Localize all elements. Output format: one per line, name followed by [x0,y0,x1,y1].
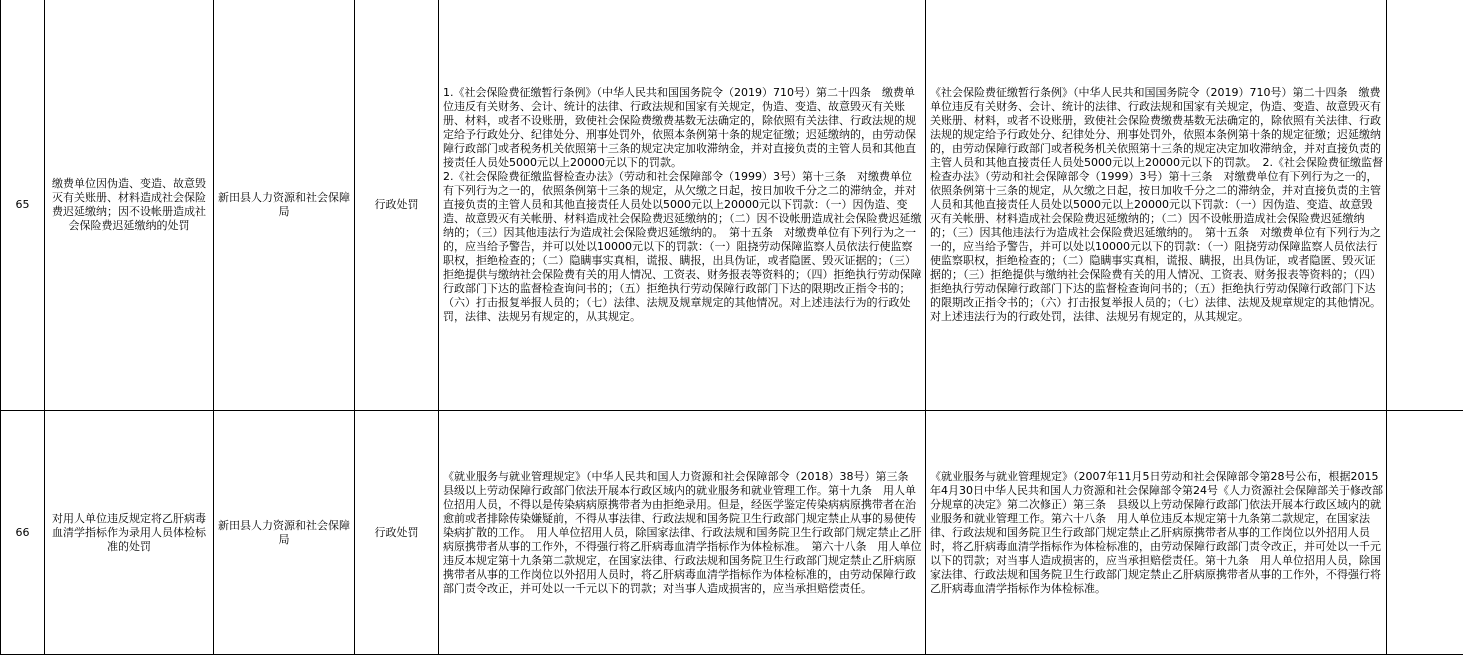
category: 行政处罚 [355,0,439,411]
item-name: 对用人单位违反规定将乙肝病毒血清学指标作为录用人员体检标准的处罚 [45,411,214,655]
legal-basis-revised: 《社会保险费征缴暂行条例》（中华人民共和国国务院令（2019）710号）第二十四条 缴费单位违反有关财务、会计、统计的法律、行政法规和国家有关规定，伪造、变造、故意毁灭有关账册、材料，或者不设账册，致使社会保险费缴费基数无法确定的，除依照有关法律、行政法规的规定给予行政处分、纪律处分、刑事处罚外，依照本条例第十条的规定征缴；迟延缴纳的，由劳动保障行政部门或者税务机关依照第十三条的规定决定加收滞纳金，并对直接负责的主管人员和其他直接责任人员处5000元以上20000元以下的罚款。 2.《社会保险费征缴监督检查办法》（劳动和社会保障部令（1999）3号）第十三条 对缴费单位有下列行为之一的，依照条例第十三条的规定，从欠缴之日起，按日加收千分之二的滞纳金，并对直接负责的主管人员和其他直接责任人员处以5000元以上20000元以下罚款：（一）因伪造、变造、故意毁灭有关帐册、材料造成社会保险费迟延缴纳的；（二）因不设帐册造成社会保险费迟延缴纳的；（三）因其他违法行为造成社会保险费迟延缴纳的。 第十五条 对缴费单位有下列行为之一的，应当给予警告，并可以处以10000元以下的罚款：（一）阻挠劳动保障监察人员依法行使监察职权，拒绝检查的；（二）隐瞒事实真相，谎报、瞒报，出具伪证，或者隐匿、毁灭证据的；（三）拒绝提供与缴纳社会保险费有关的用人情况、工资表、财务报表等资料的；（四）拒绝执行劳动保障行政部门下达的监督检查询问书的；（五）拒绝执行劳动保障行政部门下达的限期改正指令书的；（六）打击报复举报人员的；（七）法律、法规及规章规定的其他情况。对上述违法行为的行政处罚，法律、法规另有规定的，从其规定。 [926,0,1387,411]
table-row [1,411,1463,655]
legal-basis-original: 1.《社会保险费征缴暂行条例》（中华人民共和国国务院令（2019）710号）第二十四条 缴费单位违反有关财务、会计、统计的法律、行政法规和国家有关规定，伪造、变造、故意毁灭有关账册、材料，或者不设账册，致使社会保险费缴费基数无法确定的，除依照有关法律、行政法规的规定给予行政处分、纪律处分、刑事处罚外，依照本条例第十条的规定征缴；迟延缴纳的，由劳动保障行政部门或者税务机关依照第十三条的规定决定加收滞纳金，并对直接负责的主管人员和其他直接责任人员处5000元以上20000元以下的罚款。 2.《社会保险费征缴监督检查办法》（劳动和社会保障部令（1999）3号）第十三条 对缴费单位有下列行为之一的，依照条例第十三条的规定，从欠缴之日起，按日加收千分之二的滞纳金，并对直接负责的主管人员和其他直接责任人员处以5000元以上20000元以下罚款：（一）因伪造、变造、故意毁灭有关帐册、材料造成社会保险费迟延缴纳的；（二）因不设帐册造成社会保险费迟延缴纳的；（三）因其他违法行为造成社会保险费迟延缴纳的。 第十五条 对缴费单位有下列行为之一的，应当给予警告，并可以处以10000元以下的罚款：（一）阻挠劳动保障监察人员依法行使监察职权，拒绝检查的；（二）隐瞒事实真相，谎报、瞒报，出具伪证，或者隐匿、毁灭证据的；（三）拒绝提供与缴纳社会保险费有关的用人情况、工资表、财务报表等资料的；（四）拒绝执行劳动保障行政部门下达的监督检查询问书的；（五）拒绝执行劳动保障行政部门下达的限期改正指令书的；（六）打击报复举报人员的；（七）法律、法规及规章规定的其他情况。对上述违法行为的行政处罚，法律、法规另有规定的，从其规定。 [439,0,926,411]
empty-cell [1387,0,1463,411]
legal-basis-original: 《就业服务与就业管理规定》（中华人民共和国人力资源和社会保障部令（2018）38号）第三条 县级以上劳动保障行政部门依法开展本行政区域内的就业服务和就业管理工作。第十九条 用人单位招用人员，不得以是传染病病原携带者为由拒绝录用。但是，经医学鉴定传染病病原携带者在治愈前或者排除传染嫌疑前，不得从事法律、行政法规和国务院卫生行政部门规定禁止从事的易使传染病扩散的工作。 用人单位招用人员，除国家法律、行政法规和国务院卫生行政部门规定禁止乙肝病原携带者从事的工作外，不得强行将乙肝病毒血清学指标作为体检标准。 第六十八条 用人单位违反本规定第十九条第二款规定，在国家法律、行政法规和国务院卫生行政部门规定禁止乙肝病原携带者从事的工作岗位以外招用人员时，将乙肝病毒血清学指标作为体检标准的，由劳动保障行政部门责令改正，并可处以一千元以下的罚款；对当事人造成损害的，应当承担赔偿责任。 [439,411,926,655]
item-name: 缴费单位因伪造、变造、故意毁灭有关账册、材料造成社会保险费迟延缴纳；因不设帐册造成社会保险费迟延缴纳的处罚 [45,0,214,411]
row-number: 66 [1,411,45,655]
department: 新田县人力资源和社会保障局 [214,0,355,411]
legal-basis-revised: 《就业服务与就业管理规定》（2007年11月5日劳动和社会保障部令第28号公布，根据2015年4月30日中华人民共和国人力资源和社会保障部令第24号《人力资源社会保障部关于修改部分规章的决定》第二次修正）第三条 县级以上劳动保障行政部门依法开展本行政区域内的就业服务和就业管理工作。第六十八条 用人单位违反本规定第十九条第二款规定，在国家法律、行政法规和国务院卫生行政部门规定禁止乙肝病原携带者从事的工作岗位以外招用人员时，将乙肝病毒血清学指标作为体检标准的，由劳动保障行政部门责令改正，并可处以一千元以下的罚款；对当事人造成损害的，应当承担赔偿责任。第十九条 用人单位招用人员，除国家法律、行政法规和国务院卫生行政部门规定禁止乙肝病原携带者从事的工作外，不得强行将乙肝病毒血清学指标作为体检标准。 [926,411,1387,655]
category: 行政处罚 [355,411,439,655]
empty-cell [1387,411,1463,655]
department: 新田县人力资源和社会保障局 [214,411,355,655]
row-number: 65 [1,0,45,411]
table-row [1,0,1463,411]
